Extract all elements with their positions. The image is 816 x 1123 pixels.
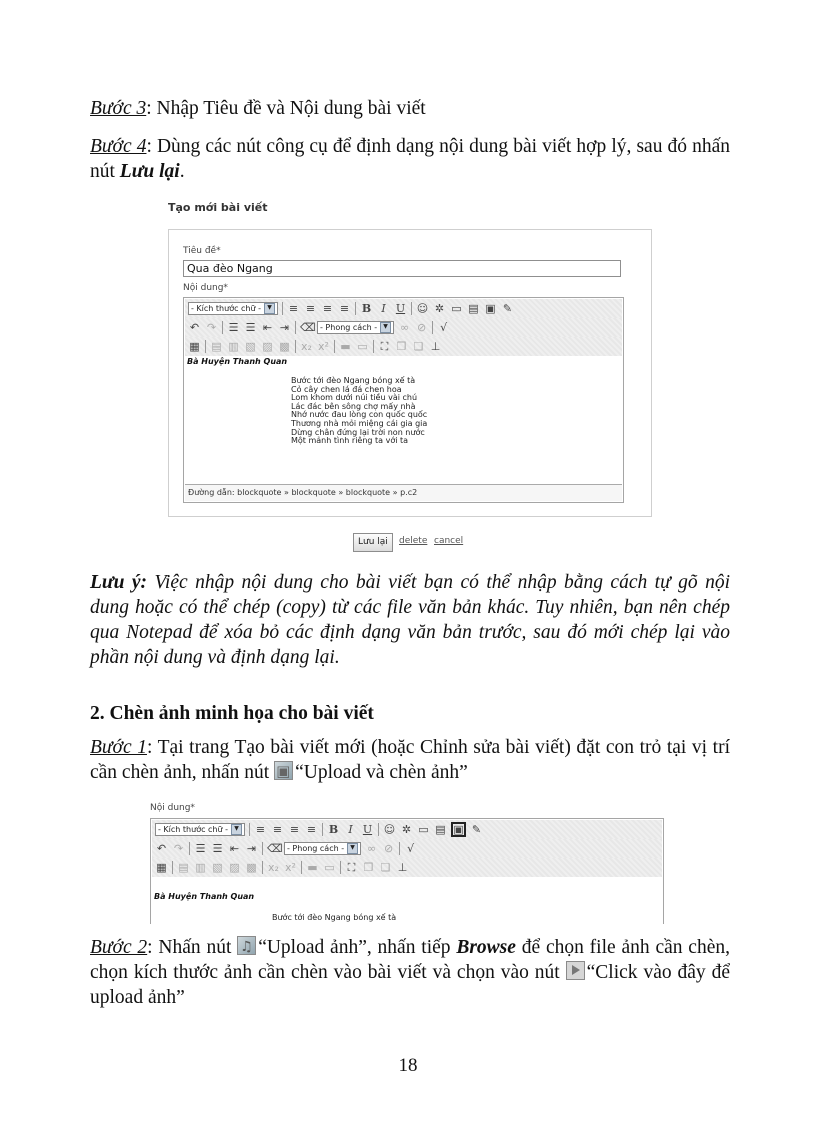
title-input[interactable]: Qua đèo Ngang — [183, 260, 621, 277]
editor-toolbar-row-1 — [185, 299, 622, 318]
table-split-icon[interactable]: ▩ — [246, 861, 257, 874]
outdent-icon[interactable]: ⇤ — [262, 321, 273, 334]
undo-icon[interactable]: ↶ — [156, 842, 167, 855]
style-select-label: - Phong cách - — [320, 323, 378, 332]
poem-line: Bước tới đèo Ngang bóng xế tà — [291, 376, 416, 385]
delete-link[interactable]: delete — [399, 536, 428, 546]
toolbar-separator — [340, 861, 341, 874]
poem-line: Lom khom dưới núi tiều vài chú — [291, 393, 418, 403]
anchor-icon[interactable]: ⊥ — [397, 861, 408, 874]
editor-toolbar-row-1 — [152, 820, 662, 839]
content-editor[interactable] — [150, 818, 664, 924]
section-heading: 2. Chèn ảnh minh họa cho bài viết — [90, 703, 374, 724]
note-text: Việc nhập nội dung cho bài viết bạn có thể nhập bằng cách tự gõ nội dung hoặc có thể chép (copy) từ các file văn bản khác. Tuy nhiên, bạn nên chép qua Notepad để xóa bỏ các định dạng văn bản trước, sau đó mới chép lại vào phần nội dung và định dạng lại. — [90, 572, 731, 668]
chevron-down-icon: ▼ — [380, 322, 391, 333]
align-center-icon[interactable]: ≡ — [272, 823, 283, 836]
style-select-label: - Phong cách - — [287, 844, 345, 853]
toolbar-separator — [378, 823, 379, 836]
redo-icon[interactable]: ↷ — [206, 321, 217, 334]
poem-line: Thương nhà mỏi miệng cái gia gia — [291, 418, 428, 428]
content-label: Nội dung* — [183, 283, 228, 293]
outdent-icon[interactable]: ⇤ — [229, 842, 240, 855]
italic-icon[interactable]: I — [348, 823, 353, 836]
toolbar-separator — [295, 321, 296, 334]
toolbar-separator — [262, 861, 263, 874]
anchor-icon[interactable]: ⊥ — [430, 340, 441, 353]
align-justify-icon[interactable]: ≡ — [339, 302, 350, 315]
table-split-icon[interactable]: ▩ — [279, 340, 290, 353]
link-icon[interactable]: ∞ — [367, 842, 377, 855]
step2-text3: để chọn file ảnh cần chèn, chọn kích thước ảnh cần chèn vào bài viết và chọn vào nút — [90, 937, 730, 983]
step2-text2: , nhấn tiếp — [366, 937, 457, 958]
element-path-bar: Đường dẫn: blockquote » blockquote » blockquote » p.c2 — [185, 484, 622, 501]
step4-text: : Dùng các nút công cụ để định dạng nội dung bài viết hợp lý, sau đó nhấn nút — [90, 136, 731, 182]
form-title: Tạo mới bài viết — [168, 201, 268, 214]
editor-content[interactable] — [152, 877, 662, 923]
upload-image-icon — [237, 936, 256, 955]
eraser-icon[interactable]: ⌫ — [267, 842, 283, 855]
bold-icon[interactable]: B — [328, 823, 339, 836]
formula-icon[interactable]: √ — [407, 842, 415, 855]
paste-icon[interactable]: ❏ — [380, 861, 391, 874]
table-row-icon[interactable]: ▤ — [211, 340, 222, 353]
table-cell-icon[interactable]: ▧ — [245, 340, 256, 353]
formula-icon[interactable]: √ — [440, 321, 448, 334]
editor-content[interactable] — [185, 356, 622, 484]
poem-line: Một mảnh tình riêng ta với ta — [291, 436, 409, 446]
subscript-icon[interactable]: x₂ — [268, 861, 279, 874]
toolbar-separator — [334, 340, 335, 353]
poem-first-line: Bước tới đèo Ngang bóng xế tà — [272, 913, 397, 922]
emoticon-icon[interactable]: ☺ — [416, 302, 429, 315]
bullet-list-icon[interactable]: ☰ — [228, 321, 239, 334]
hr-icon[interactable]: ▬ — [340, 340, 351, 353]
style-select[interactable] — [284, 842, 361, 855]
step4-end: . — [179, 161, 185, 182]
toolbar-separator — [373, 340, 374, 353]
chevron-down-icon: ▼ — [264, 303, 275, 314]
step1-label: Bước 1 — [90, 737, 147, 758]
step3-text: : Nhập Tiêu đề và Nội dung bài viết — [146, 98, 426, 119]
toolbar-separator — [222, 321, 223, 334]
toolbar-separator — [399, 842, 400, 855]
numbered-list-icon[interactable]: ☰ — [212, 842, 223, 855]
font-size-select[interactable] — [188, 302, 278, 315]
editor-toolbar-row-2 — [185, 318, 622, 337]
editor-toolbar-row-3 — [152, 858, 662, 877]
table-merge-icon[interactable]: ▨ — [262, 340, 273, 353]
image-icon[interactable]: ▤ — [435, 823, 446, 836]
image-icon[interactable]: ▤ — [468, 302, 479, 315]
align-right-icon[interactable]: ≡ — [322, 302, 333, 315]
bold-icon[interactable]: B — [361, 302, 372, 315]
superscript-icon[interactable]: x² — [318, 340, 329, 353]
editor-toolbar-row-3 — [185, 337, 622, 356]
media-icon[interactable]: ▭ — [451, 302, 462, 315]
save-button[interactable]: Lưu lại — [353, 533, 393, 552]
layer-icon[interactable]: ▭ — [324, 861, 335, 874]
table-row-icon[interactable]: ▤ — [178, 861, 189, 874]
redo-icon[interactable]: ↷ — [173, 842, 184, 855]
toolbar-separator — [355, 302, 356, 315]
link-icon[interactable]: ∞ — [400, 321, 410, 334]
upload-insert-image-button-highlighted[interactable] — [451, 822, 466, 837]
table-icon[interactable]: ▦ — [156, 861, 167, 874]
bullet-list-icon[interactable]: ☰ — [195, 842, 206, 855]
step3-label: Bước 3 — [90, 98, 147, 119]
step2-browse: Browse — [456, 937, 516, 958]
step4-paragraph — [90, 134, 730, 184]
subscript-icon[interactable]: x₂ — [301, 340, 312, 353]
content-editor[interactable] — [183, 297, 624, 503]
edit-icon[interactable]: ✎ — [502, 302, 513, 315]
poem-line: Nhớ nước đau lòng con quốc quốc — [291, 410, 428, 420]
toolbar-separator — [301, 861, 302, 874]
title-label: Tiêu đề* — [183, 246, 221, 256]
table-cell-icon[interactable]: ▧ — [212, 861, 223, 874]
underline-icon[interactable]: U — [362, 823, 373, 836]
toolbar-separator — [249, 823, 250, 836]
fullscreen-icon[interactable]: ⛶ — [380, 340, 389, 353]
special-char-icon[interactable]: ✲ — [434, 302, 445, 315]
style-select[interactable] — [317, 321, 394, 334]
table-col-icon[interactable]: ▥ — [195, 861, 206, 874]
toolbar-separator — [262, 842, 263, 855]
upload-insert-image-icon[interactable]: ▣ — [485, 302, 496, 315]
align-justify-icon[interactable]: ≡ — [306, 823, 317, 836]
step2-quote2: “Click vào đây để upload ảnh” — [90, 962, 730, 1008]
toolbar-separator — [411, 302, 412, 315]
font-size-select-label: - Kích thước chữ - — [158, 825, 228, 834]
editor-toolbar-row-2 — [152, 839, 662, 858]
eraser-icon[interactable]: ⌫ — [300, 321, 316, 334]
poem-author: Bà Huyện Thanh Quan — [187, 357, 288, 366]
chevron-down-icon: ▼ — [231, 824, 242, 835]
fullscreen-icon[interactable]: ⛶ — [347, 861, 356, 874]
layer-icon[interactable]: ▭ — [357, 340, 368, 353]
step1-paragraph — [90, 735, 730, 785]
toolbar-separator — [282, 302, 283, 315]
copy-icon[interactable]: ❐ — [363, 861, 374, 874]
content-label: Nội dung* — [150, 803, 195, 813]
poem-author: Bà Huyện Thanh Quan — [154, 892, 255, 901]
toolbar-separator — [432, 321, 433, 334]
font-size-select[interactable] — [155, 823, 245, 836]
cancel-link[interactable]: cancel — [434, 536, 464, 546]
align-left-icon[interactable]: ≡ — [255, 823, 266, 836]
poem-line: Lác đác bên sông chợ mấy nhà — [291, 401, 416, 411]
post-form — [168, 229, 652, 517]
upload-insert-image-icon: ▣ — [453, 823, 464, 836]
align-left-icon[interactable]: ≡ — [288, 302, 299, 315]
italic-icon[interactable]: I — [381, 302, 386, 315]
undo-icon[interactable]: ↶ — [189, 321, 200, 334]
font-size-select-label: - Kích thước chữ - — [191, 304, 261, 313]
step3-paragraph — [90, 96, 730, 121]
step1-quote: “Upload và chèn ảnh” — [295, 762, 468, 783]
align-right-icon[interactable]: ≡ — [289, 823, 300, 836]
edit-icon[interactable]: ✎ — [471, 823, 482, 836]
numbered-list-icon[interactable]: ☰ — [245, 321, 256, 334]
hr-icon[interactable]: ▬ — [307, 861, 318, 874]
unlink-icon[interactable]: ⊘ — [417, 321, 427, 334]
upload-insert-image-icon — [274, 761, 293, 780]
copy-icon[interactable]: ❐ — [396, 340, 407, 353]
toolbar-separator — [322, 823, 323, 836]
step4-label: Bước 4 — [90, 136, 147, 157]
toolbar-separator — [189, 842, 190, 855]
emoticon-icon[interactable]: ☺ — [383, 823, 396, 836]
media-icon[interactable]: ▭ — [418, 823, 429, 836]
step2-label: Bước 2 — [90, 937, 148, 958]
chevron-down-icon: ▼ — [347, 843, 358, 854]
step2-paragraph — [90, 935, 730, 1010]
step2-quote1: “Upload ảnh” — [258, 937, 367, 958]
toolbar-separator — [205, 340, 206, 353]
step2-text1: : Nhấn nút — [147, 937, 238, 958]
indent-icon[interactable]: ⇥ — [279, 321, 290, 334]
step1-text: : Tại trang Tạo bài viết mới (hoặc Chỉnh sửa bài viết) đặt con trỏ tại vị trí cần chèn ảnh, nhấn nút — [90, 737, 731, 783]
unlink-icon[interactable]: ⊘ — [384, 842, 394, 855]
play-icon — [566, 961, 585, 980]
indent-icon[interactable]: ⇥ — [246, 842, 257, 855]
note-label: Lưu ý: — [90, 572, 148, 593]
table-merge-icon[interactable]: ▨ — [229, 861, 240, 874]
page-number: 18 — [398, 1055, 418, 1076]
step4-button-name: Lưu lại — [119, 161, 180, 182]
poem-line: Cỏ cây chen lá đá chen hoa — [291, 384, 402, 394]
toolbar-separator — [295, 340, 296, 353]
toolbar-separator — [172, 861, 173, 874]
paste-icon[interactable]: ❏ — [413, 340, 424, 353]
table-col-icon[interactable]: ▥ — [228, 340, 239, 353]
poem-line: Dừng chân đứng lại trời non nước — [291, 427, 425, 437]
superscript-icon[interactable]: x² — [285, 861, 296, 874]
align-center-icon[interactable]: ≡ — [305, 302, 316, 315]
special-char-icon[interactable]: ✲ — [401, 823, 412, 836]
note-paragraph — [90, 570, 730, 670]
poem-body — [291, 377, 427, 446]
table-icon[interactable]: ▦ — [189, 340, 200, 353]
underline-icon[interactable]: U — [395, 302, 406, 315]
